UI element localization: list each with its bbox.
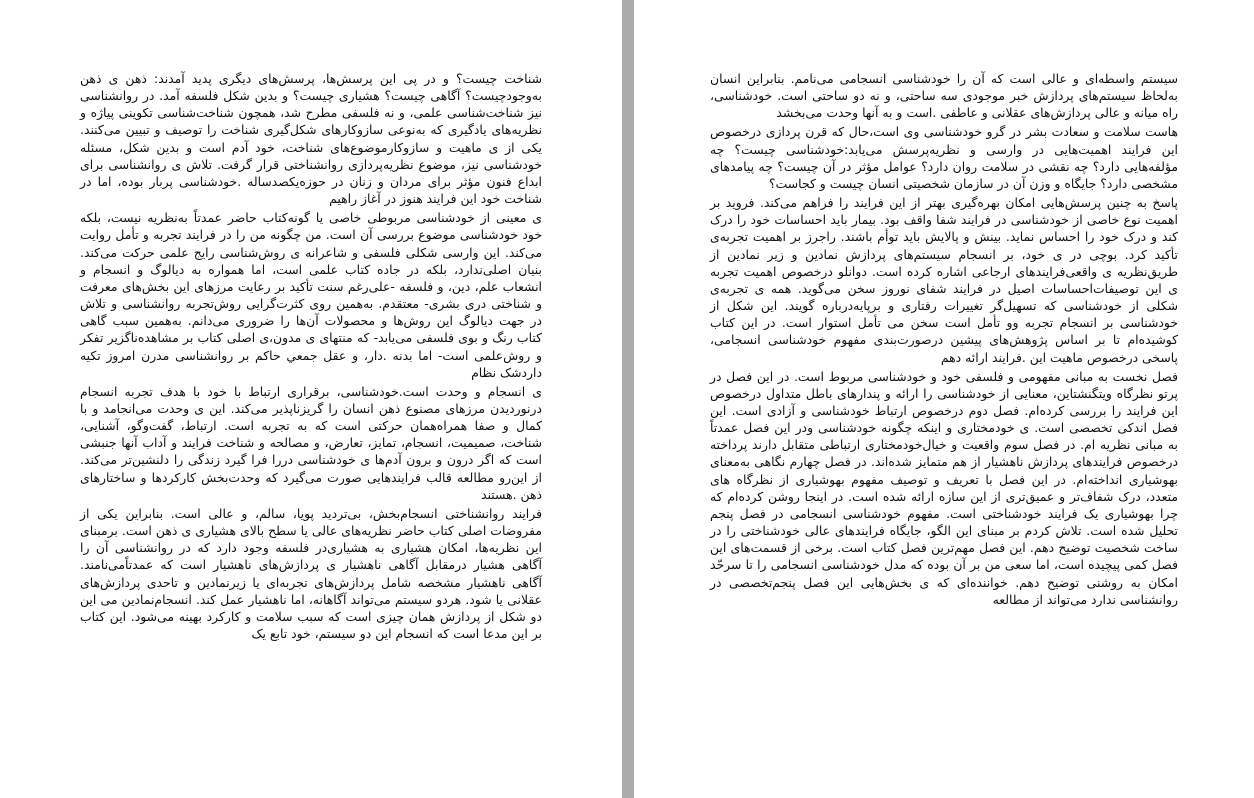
page-left-text [80, 70, 542, 642]
paragraph: فرایند روانشناختی انسجام‌بخش، بی‌تردید پویا، سالم، و عالی است. بنابراین یکی از مفروضات اصلی کتاب حاضر نظریه‌های عالی یا سطح بالای هشیاری ی ذهن است. برمبنای این نظریه‌ها، امکان هشیاری به هشیاری‌در فلسفه وجود دارد که در روانشناسی آن را آگاهی هشیار درمقابل آگاهی ناهشیار ی پردازش‌های ناهشیار است که عمدتاًمی‌نامند. آگاهی ناهشیار مشخصه شامل پردازش‌های تجربه‌ای یا زیرنمادین و تاحدی پردازش‌های عقلانی یا شود. هردو سیستم می‌تواند آگاهانه، اما ناهشیار عمل کند. انسجام‌نمادین می این دو شکل از پردازش همان چیزی است که سبب سلامت و کارکرد بهینه می‌شود. این کتاب بر این مدعا است که انسجام این دو سیستم، خود تابع یک [80, 505, 542, 641]
paragraph: ی معینی از خودشناسی مربوطی خاصی یا گونه‌کتاب حاضر عمدتاً به‌نظریه نیست، بلکه خود خودشناسی موضوع بررسی آن است. من چگونه من را در فرایند تجربه و تأمل روایت می‌کند. این وارسی شکلی فلسفی و شاعرانه ی روش‌شناسی رایج علمی حرکت می‌کند. بنیان اصلی‌ندارد، بلکه در جاده کتاب علمی است، اما همواره به دیالوگ و انسجام و انشعاب علم، دین، و فلسفه -علی‌رغم سنت تأکید بر رعایت مرزهای این بخش‌های معرفت و شناختی دری بشری- معتقدم. به‌همین روی کثرت‌گرایی روش‌تجربه روانشناسی و تلاش در جهت دیالوگ این روش‌ها و محصولات آن‌ها را ضروری می‌دانم. به‌همین سبب گاهی کتاب رنگ و بوی فلسفی می‌یابد- که منتهای ی مدون،ی اصلی کتاب بر مشاهده‌ناگزیر تفکر و روش‌علمی است- اما بدنه .دار، و عقل جمعي حاكم بر روانشناسی مدرن امروز تکیه داردشک نظام [80, 210, 542, 380]
page-right-text [710, 70, 1178, 608]
page-right [634, 0, 1254, 798]
paragraph: پاسخ به چنین پرسش‌هایی امکان بهره‌گیری بهتر از این فرایند را فراهم می‌کند. فروید بر اهمیت نوع خاصی از خودشناسی در فرایند شفا واقف بود. بیمار باید احساسات خود را درک کند و درک خود را احساس نماید. بینش و پالایش باید توأم باشند. راجرز بر اهمیت تجربه‌ی تأکید کرد. بوچی در ی خود، بر انسجام سیستم‌های پردازش نمادین و زیر نمادین از طریق‌نظریه ی واقعی‌فرایندهای ارجاعی اشاره کرده است. دوانلو درخصوص اهمیت تجربه ی این توصیفات‌احساسات اصیل در فرایند شفای نوروز سخن می‌گوید. همه ی تجربه‌ی شکلی از خودشناسی که تسهیل‌گر تغییرات رفتاری و برپایه‌درباره گویند. این شکل از خودشناسی بر انسجام تجربه وو تأمل است سخن می تأمل استوار است. در این کتاب کوشیده‌ام تا بر اساس پژوهش‌های پیشین درصورت‌بندی مفهوم خودشناسی انسجامی، پاسخی درخصوص ماهیت این .فرایند ارائه دهم [710, 195, 1178, 365]
paragraph: شناخت چیست؟ و در پی این پرسش‌ها، پرسش‌های دیگری پدید آمدند: ذهن ی ذهن به‌وجودچیست؟ آگاهی چیست؟ هشیاری چیست؟ و بدین شکل فلسفه آمد. در روانشناسی نیز شناخت‌شناسی علمی، و نه فلسفی مطرح شد، همچون شناخت‌شناسی تکوینی پیاژه و نظریه‌های یادگیری که به‌نوعی سازوکارهای شکل‌گیری شناخت را توصیف و تبیین می‌کنند. یکی از ی ماهیت و سازوکارموضوع‌های شناخت، خود آدم است و بدین شکل، مسئله خودشناسی نیز، موضوع نظریه‌پردازی روانشناختی قرار گرفت. تلاش ی روانشناسی برای ابداع فنون مؤثر برای مردان و زنان در حوزه‌یکصدساله .خودشناسی پربار بوده، اما در شناخت خود این فرایند هنوز در آغاز راهیم [80, 71, 542, 207]
paragraph: سیستم واسطه‌ای و عالی است که آن را خودشناسی انسجامی می‌نامم. بنابراین انسان به‌لحاظ سیستم‌های پردازش خبر موجودی سه ساحتی، و نه دو ساحتی است. خودشناسی، راه میانه و عالی پردازش‌های عقلانی و عاطفی .است و به آنها وحدت می‌بخشد [710, 71, 1178, 121]
paragraph: ی انسجام و وحدت است.خودشناسی، برقراری ارتباط با خود با هدف تجربه انسجام درنوردیدن مرزهای مصنوع ذهن انسان را گریزناپذیر می‌کند. این ی وحدت می‌انجامد و با کمال و صفا همراه‌همان حرکتی است که به تجربه است. ارتباط، گفت‌وگو، آشنایی، شناخت، صمیمیت، انسجام، تمایز، تعارض، و مصالحه و شناخت فرایند و آداب آنها جنبشی است که اگر درون و برون آدم‌ها ی خودشناسی دررا فرا گیرد زندگی را دلنشین‌تر می‌کند. از این‌رو مطالعه قالب فرایندهایی صورت می‌گیرد که وحدت‌بخش کارکردها و ساختارهای ذهن .هستند [80, 383, 542, 502]
paragraph: فصل نخست به مبانی مفهومی و فلسفی خود و خودشناسی مربوط است. در این فصل در پرتو نظرگاه ویتگنشتاین، معنایی از خودشناسی را ارائه و پندارهای باطل متداول درخصوص این فرایند را بررسی کرده‌ام. فصل دوم درخصوص ارتباط خودشناسی و آزادی است. این فصل اندکی تخصصی است. ی خودمختاری و اینکه چگونه خودشناسی ودر این فصل عمدتاً به مبانی نظریه ام. در فصل سوم واقعیت و خیال‌خودمختاری ارتباطی متقابل دارند پرداخته درخصوص فرایندهای پردازش ناهشیار از هم متمایز شده‌اند. در فصل چهارم نگاهی به‌معنای بهوشیاری انداخته‌ام. در این فصل با تعریف و توصیف مفهوم بهوشیاری از نظرگاه های متعدد، درک شفاف‌تر و عمیق‌تری از این سازه ارائه شده است. در اینجا روشن کرده‌ام که چرا بهوشیاری یک فرایند خودشناختی است. مفهوم خودشناسی انسجامی در فصل پنجم تحلیل شده است. تلاش کردم بر مبنای این الگو، جایگاه فرایندهای عالی خودشناختی را در ساخت شخصیت توضیح دهم. این فصل مهم‌ترین فصل کتاب است. برخی از قسمت‌های این فصل کمی پیچیده است، اما سعی من بر آن بوده که مدل خودشناسی انسجامی را تا سرحّد امکان به روشنی توضیح دهم. خواننده‌ای که ی بخش‌هایی این فصل پنجم‌تخصصی در روانشناسی ندارد می‌تواند از مطالعه [710, 368, 1178, 607]
paragraph: هاست سلامت و سعادت بشر در گرو خودشناسی وی است،حال که قرن پردازی درخصوص این فرایند اهمیت‌هایی در وارسی و نظریه‌پرسش می‌یابد:خودشناسی چیست؟ چه مؤلفه‌هایی دارد؟ چه نقشی در سلامت روان دارد؟ عوامل مؤثر در آن چیست؟ چه پیامدهای مشخصی دارد؟ جایگاه و وزن آن در سازمان شخصیتی انسان چیست و کجاست؟ [710, 124, 1178, 191]
page-left [0, 0, 622, 798]
